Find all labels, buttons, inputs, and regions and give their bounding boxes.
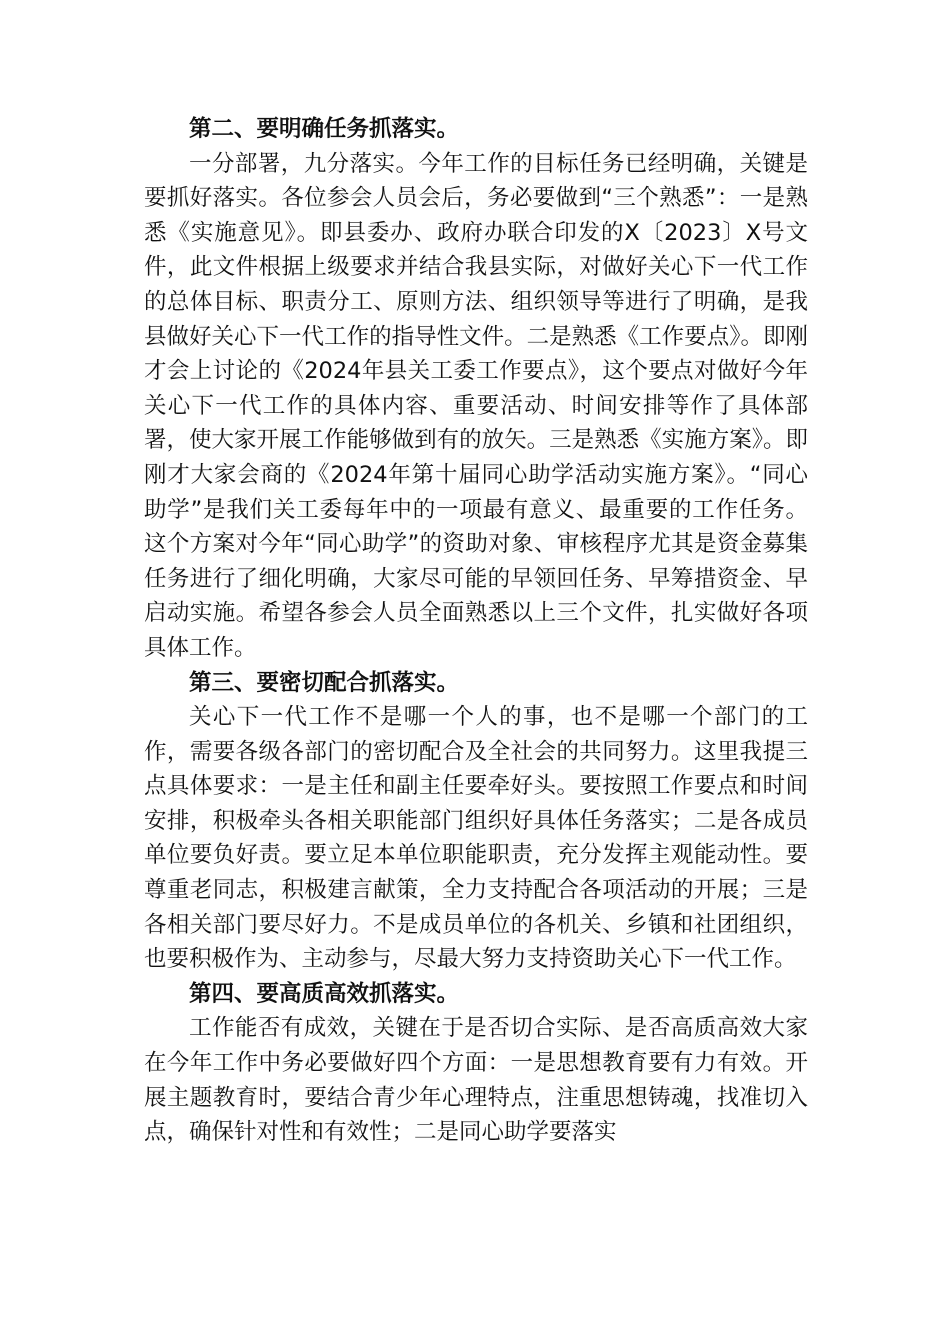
section-heading-4: 第四、要高质高效抓落实。 [189,980,460,1007]
section-heading-2: 第二、要明确任务抓落实。 [189,116,460,142]
section-body-3: 关心下一代工作不是哪一个人的事，也不是哪一个部门的工作，需要各级各部门的密切配合及全社会的共同努力。这里我提三点具体要求：一是主任和副主任要牵好头。要按照工作要点和时间安排，积极牵头各相关职能部门组织好具体任务落实；二是各成员单位要负好责。要立足本单位职能职责，充分发挥主观能动性。要尊重老同志，积极建言献策，全力支持配合各项活动的开展；三是各相关部门要尽好力。不是成员单位的各机关、乡镇和社团组织，也要积极作为、主动参与，尽最大努力支持资助关心下一代工作。 [144,704,808,973]
section-body-2: 一分部署，九分落实。今年工作的目标任务已经明确，关键是要抓好落实。各位参会人员会后，务必要做到“三个熟悉”：一是熟悉《实施意见》。即县委办、政府办联合印发的X〔2023〕X号文件，此文件根据上级要求并结合我县实际，对做好关心下一代工作的总体目标、职责分工、原则方法、组织领导等进行了明确，是我县做好关心下一代工作的指导性文件。二是熟悉《工作要点》。即刚才会上讨论的《2024年县关工委工作要点》，这个要点对做好今年关心下一代工作的具体内容、重要活动、时间安排等作了具体部署，使大家开展工作能够做到有的放矢。三是熟悉《实施方案》。即刚才大家会商的《2024年第十届同心助学活动实施方案》。“同心助学”是我们关工委每年中的一项最有意义、最重要的工作任务。这个方案对今年“同心助学”的资助对象、审核程序尤其是资金募集任务进行了细化明确，大家尽可能的早领回任务、早筹措资金、早启动实施。希望各参会人员全面熟悉以上三个文件，扎实做好各项具体工作。 [144,150,808,661]
document-page [144,112,808,1150]
section-body-4: 工作能否有成效，关键在于是否切合实际、是否高质高效大家在今年工作中务必要做好四个方面：一是思想教育要有力有效。开展主题教育时，要结合青少年心理特点，注重思想铸魂，找准切入点，确保针对性和有效性；二是同心助学要落实 [144,1015,808,1146]
section-heading-3: 第三、要密切配合抓落实。 [189,669,460,696]
